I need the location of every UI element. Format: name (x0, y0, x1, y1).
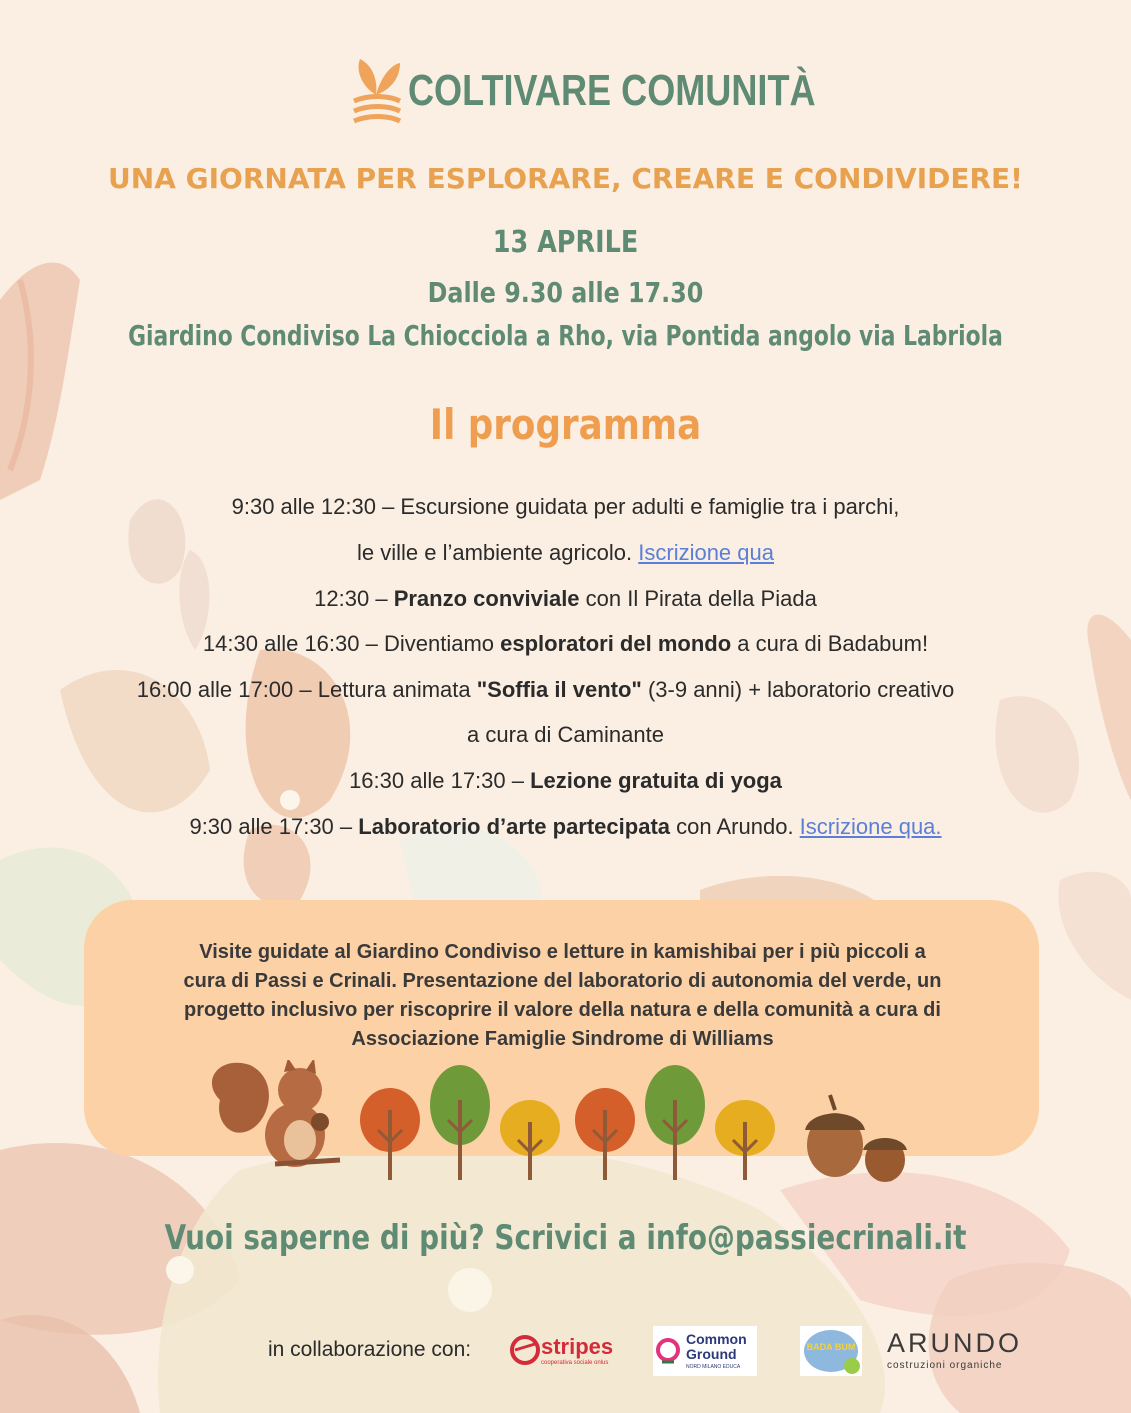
tree-icon (645, 1065, 705, 1180)
schedule-line: 9:30 alle 17:30 – Laboratorio d’arte partecipata con Arundo. Iscrizione qua. (189, 814, 942, 839)
event-hours: Dalle 9.30 alle 17.30 (427, 276, 704, 309)
event-location: Giardino Condiviso La Chiocciola a Rho, via Pontida angolo via Labriola (128, 319, 1003, 352)
arundo-logo: ARUNDO costruzioni organiche (887, 1328, 1023, 1371)
event-date: 13 APRILE (492, 225, 639, 260)
program-title: Il programma (429, 400, 702, 449)
collab-label: in collaborazione con: (268, 1338, 472, 1361)
acorn-icon (805, 1095, 907, 1182)
schedule-line: le ville e l’ambiente agricolo. Iscrizione qua (356, 540, 774, 565)
schedule-line: 9:30 alle 12:30 – Escursione guidata per adulti e famiglie tra i parchi, (231, 494, 900, 519)
contact-line: Vuoi saperne di più? Scrivici a info@passiecrinali.it (164, 1218, 967, 1258)
signup-link-excursion[interactable]: Iscrizione qua (638, 540, 774, 565)
logo-title: COLTIVARE COMUNITÀ (408, 66, 816, 115)
common-ground-logo: Common Ground NORD MILANO EDUCA (653, 1326, 757, 1376)
schedule-line: 16:00 alle 17:00 – Lettura animata "Soffia il vento" (3-9 anni) + laboratorio creativo (136, 677, 955, 702)
schedule-line: 16:30 alle 17:30 – Lezione gratuita di yoga (349, 768, 782, 793)
schedule-line: 14:30 alle 16:30 – Diventiamo esploratori del mondo a cura di Badabum! (202, 631, 929, 656)
schedule-line: a cura di Caminante (467, 722, 664, 747)
tree-icon (430, 1065, 490, 1180)
tree-icon (715, 1100, 775, 1180)
sprout-logo-icon (350, 55, 402, 127)
autumn-illustration (200, 1060, 920, 1190)
info-box-text: Visite guidate al Giardino Condiviso e letture in kamishibai per i più piccoli a cura di Passi e Crinali. Presentazione del laboratorio di autonomia del verde, un progetto inclusivo per riscoprire il valore della natura e della comunità a cura di Associazione Famiglie Sindrome di Williams (183, 941, 942, 1050)
stripes-logo: stripes cooperativa sociale onlus (505, 1326, 615, 1376)
schedule-line: 12:30 – Pranzo conviviale con Il Pirata della Piada (314, 586, 817, 611)
signup-link-art-lab[interactable]: Iscrizione qua. (799, 814, 942, 839)
tree-icon (360, 1088, 420, 1180)
tree-icon (575, 1088, 635, 1180)
tagline: UNA GIORNATA PER ESPLORARE, CREARE E CONDIVIDERE! (108, 162, 1023, 195)
common-ground-icon (653, 1326, 683, 1376)
squirrel-icon (212, 1060, 340, 1167)
tree-icon (500, 1100, 560, 1180)
badabum-logo: BADA BUM (800, 1326, 862, 1376)
event-logo (350, 52, 905, 130)
